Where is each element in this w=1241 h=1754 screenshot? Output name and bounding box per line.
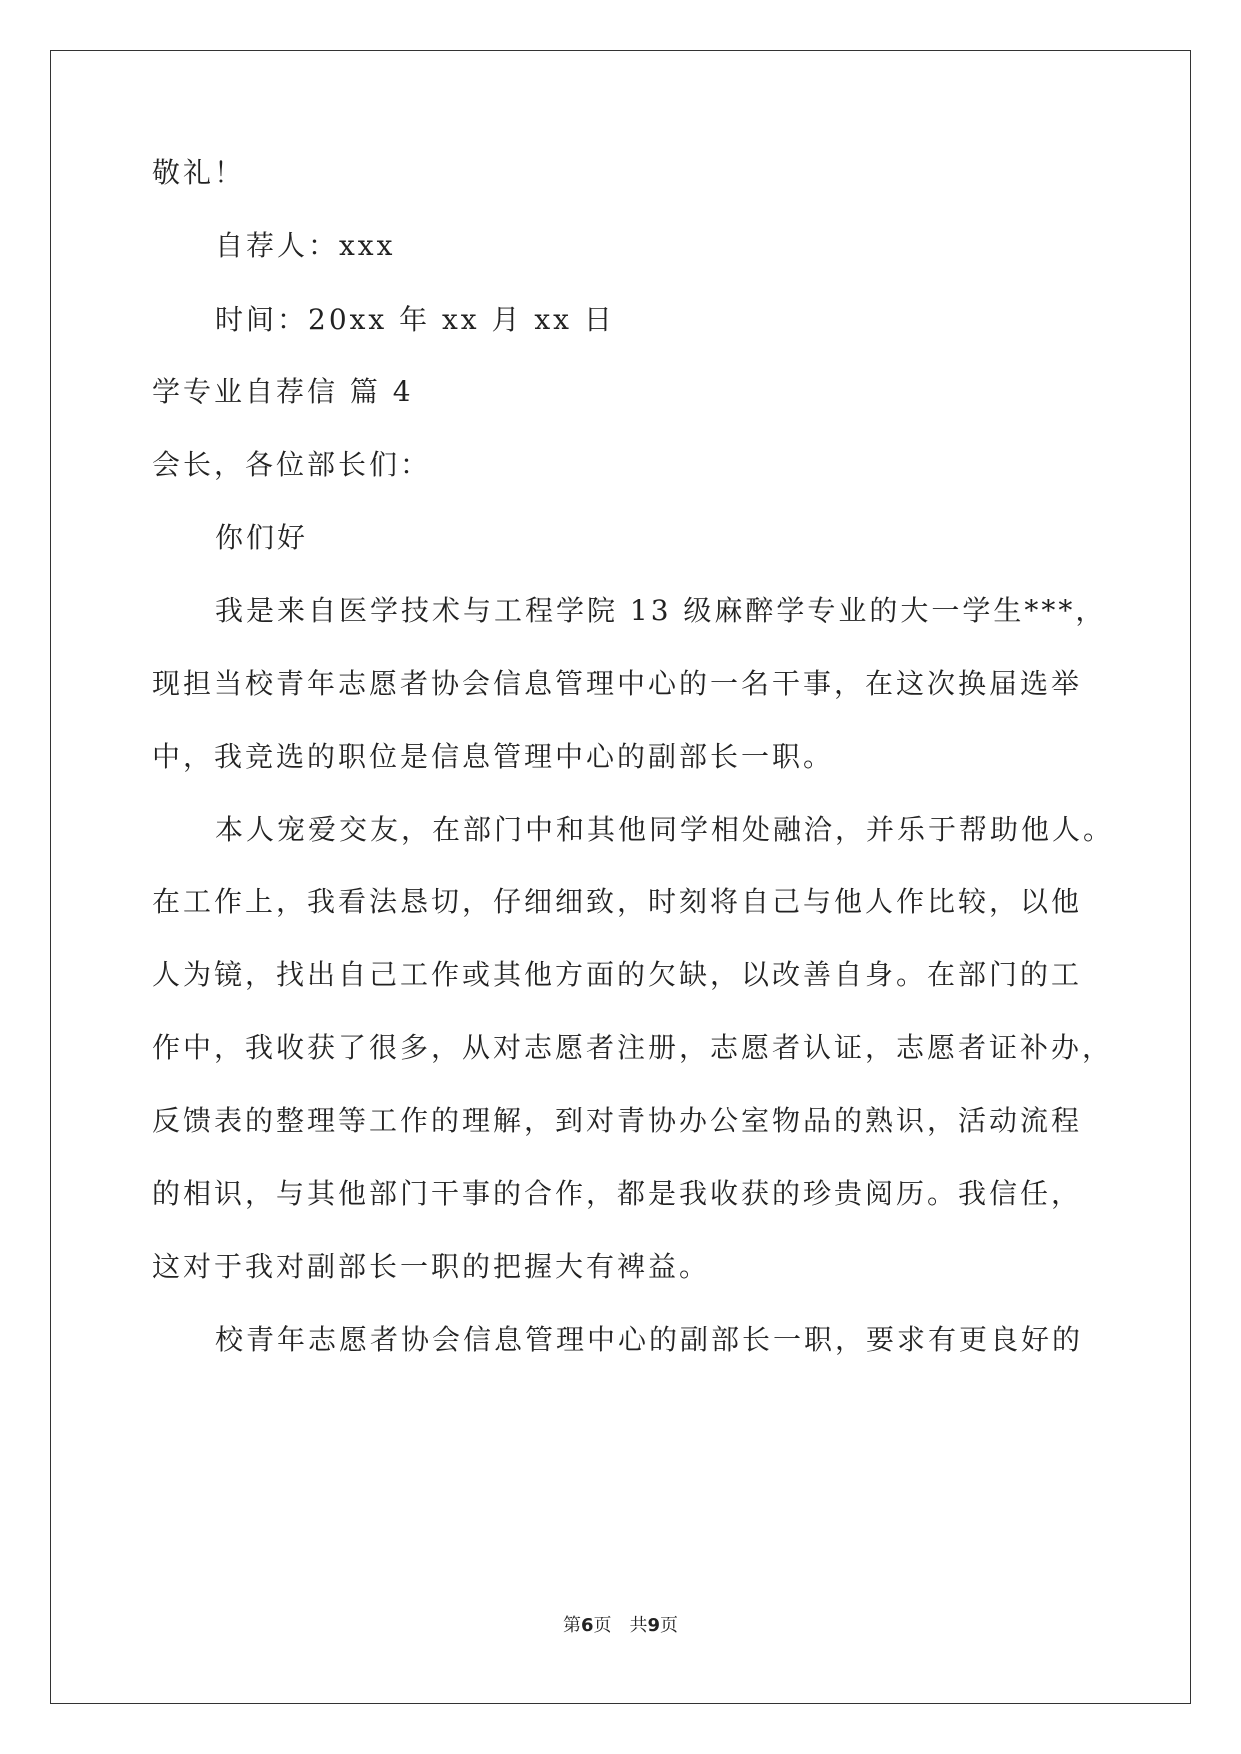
signer-line: 自荐人：xxx xyxy=(215,229,396,262)
total-page-number: 9 xyxy=(647,1615,661,1636)
hello-line: 你们好 xyxy=(215,521,309,554)
body-text-line: 作中，我收获了很多，从对志愿者注册，志愿者认证，志愿者证补办， xyxy=(152,1031,1114,1064)
page-footer xyxy=(0,1614,1241,1638)
page-frame xyxy=(50,50,1191,1704)
date-line: 时间：20xx 年 xx 月 xx 日 xyxy=(215,303,615,336)
body-text-line: 中，我竞选的职位是信息管理中心的副部长一职。 xyxy=(152,740,835,773)
current-page-number: 6 xyxy=(580,1615,594,1636)
body-text-line: 校青年志愿者协会信息管理中心的副部长一职，要求有更良好的 xyxy=(215,1323,1084,1356)
body-text-line: 我是来自医学技术与工程学院 13 级麻醉学专业的大一学生***， xyxy=(215,594,1107,627)
body-text-line: 在工作上，我看法恳切，仔细细致，时刻将自己与他人作比较，以他 xyxy=(152,885,1083,918)
body-text-line: 本人宠爱交友，在部门中和其他同学相处融洽，并乐于帮助他人。 xyxy=(215,813,1115,846)
page-label-prefix: 第 xyxy=(562,1615,581,1636)
body-text-line: 的相识，与其他部门干事的合作，都是我收获的珍贵阅历。我信任， xyxy=(152,1177,1083,1210)
page-label-middle: 页 共 xyxy=(593,1615,648,1636)
section-heading: 学专业自荐信 篇 4 xyxy=(152,375,414,408)
body-text-line: 人为镜，找出自己工作或其他方面的欠缺，以改善自身。在部门的工 xyxy=(152,958,1083,991)
closing-salutation: 敬礼！ xyxy=(152,156,246,189)
greeting-line: 会长，各位部长们： xyxy=(152,448,432,481)
body-text-line: 现担当校青年志愿者协会信息管理中心的一名干事，在这次换届选举 xyxy=(152,667,1083,700)
body-text-line: 这对于我对副部长一职的把握大有裨益。 xyxy=(152,1250,711,1283)
page-label-suffix: 页 xyxy=(660,1615,679,1636)
body-text-line: 反馈表的整理等工作的理解，到对青协办公室物品的熟识，活动流程 xyxy=(152,1104,1083,1137)
